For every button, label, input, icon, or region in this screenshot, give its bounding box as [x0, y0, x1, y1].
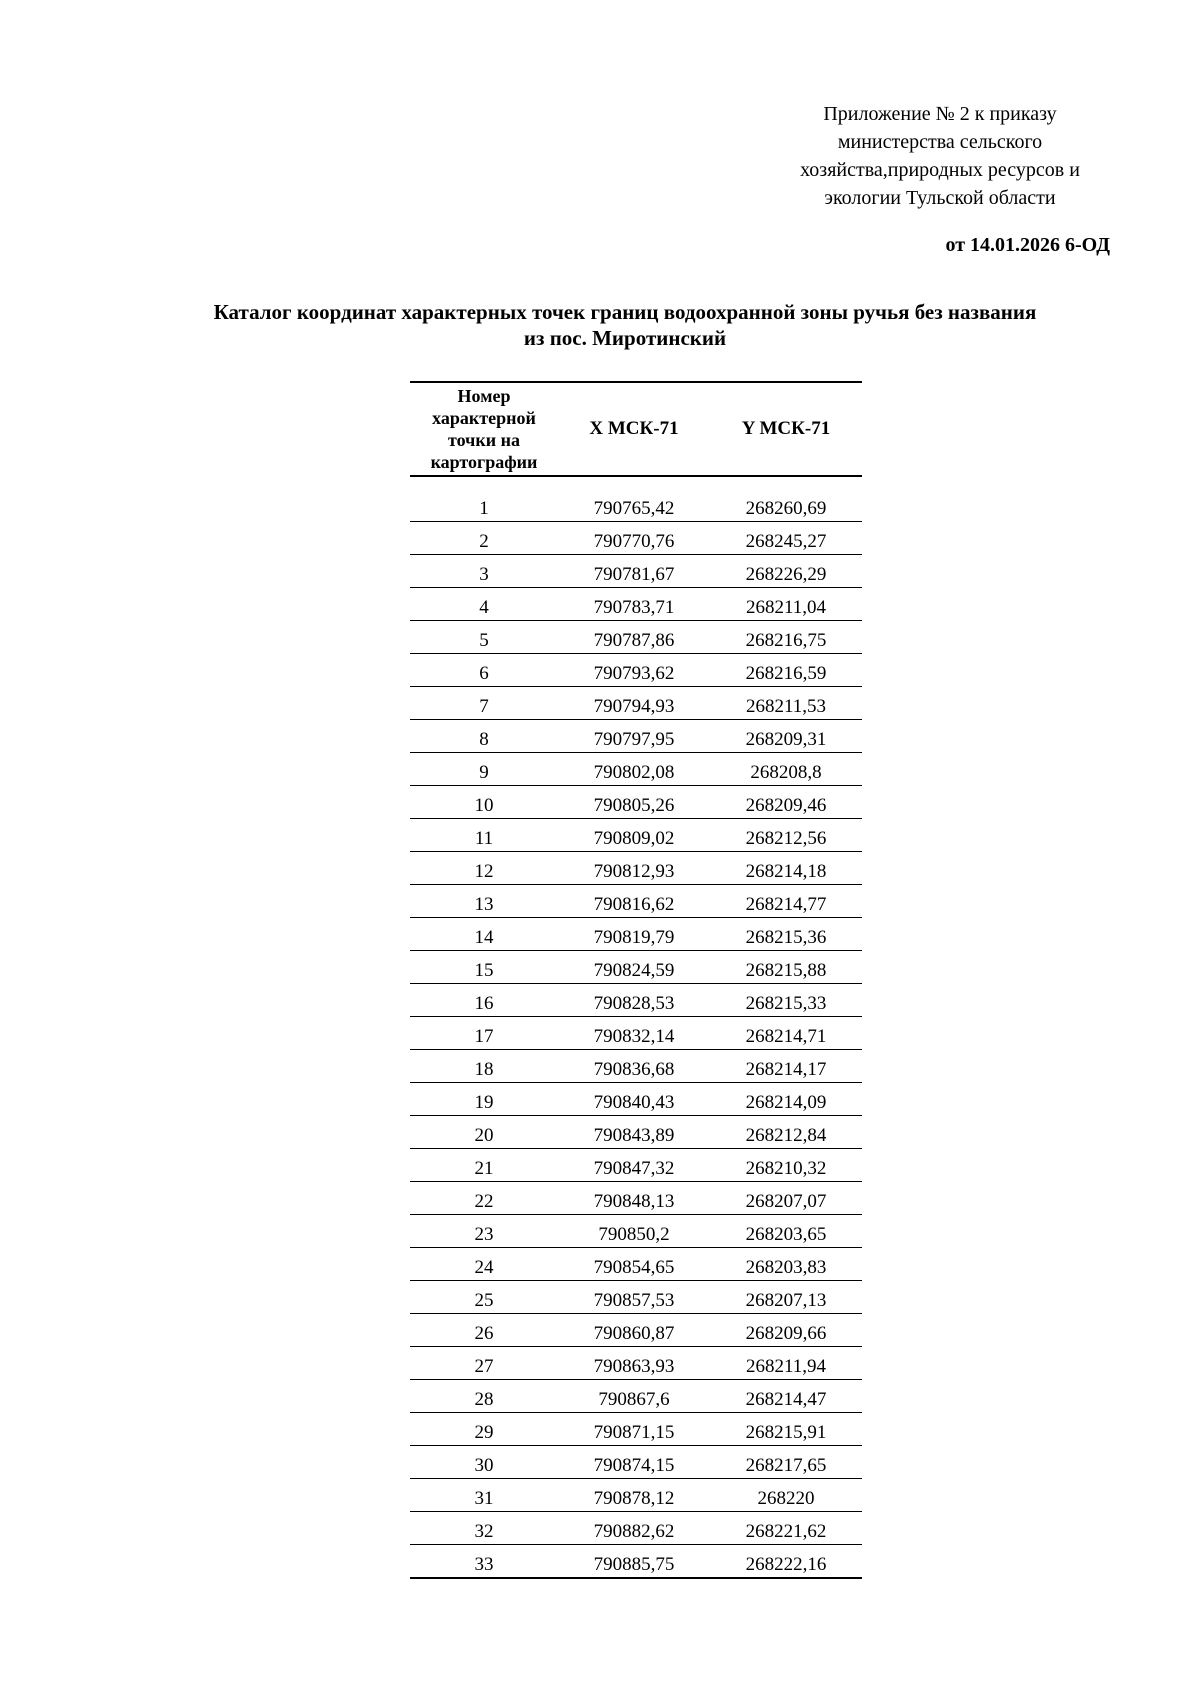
- title-line-1: Каталог координат характерных точек границ водоохранной зоны ручья без названия: [213, 300, 1037, 324]
- table-row: [410, 522, 862, 555]
- cell-point-number: 13: [474, 894, 494, 915]
- cell-y: 268212,56: [745, 828, 827, 849]
- cell-x: 790812,93: [593, 861, 675, 882]
- table-row: [410, 489, 862, 522]
- cell-x: 790802,08: [593, 762, 675, 783]
- cell-x: 790828,53: [593, 993, 675, 1014]
- cell-y: 268211,94: [745, 1356, 827, 1377]
- cell-x: 790797,95: [593, 729, 675, 750]
- title-line-2: из пос. Миротинский: [523, 326, 727, 350]
- cell-y: 268211,53: [745, 696, 827, 717]
- cell-point-number: 17: [474, 1026, 494, 1047]
- cell-y: 268214,09: [745, 1092, 827, 1113]
- cell-point-number: 20: [474, 1125, 494, 1146]
- cell-y: 268215,33: [745, 993, 827, 1014]
- table-row: [410, 1083, 862, 1116]
- cell-x: 790781,67: [593, 564, 675, 585]
- cell-point-number: 7: [479, 696, 489, 717]
- cell-y: 268209,31: [745, 729, 827, 750]
- table-row: [410, 1281, 862, 1314]
- table-row: [410, 1545, 862, 1579]
- cell-x: 790840,43: [593, 1092, 675, 1113]
- table-row: [410, 1347, 862, 1380]
- cell-point-number: 2: [479, 531, 489, 552]
- cell-point-number: 22: [474, 1191, 494, 1212]
- cell-point-number: 33: [474, 1554, 494, 1575]
- cell-x: 790860,87: [593, 1323, 675, 1344]
- table-row: [410, 1413, 862, 1446]
- cell-point-number: 18: [474, 1059, 494, 1080]
- cell-y: 268214,47: [745, 1389, 827, 1410]
- cell-y: 268216,59: [745, 663, 827, 684]
- cell-y: 268245,27: [745, 531, 827, 552]
- cell-y: 268209,66: [745, 1323, 827, 1344]
- cell-point-number: 3: [479, 564, 489, 585]
- cell-point-number: 31: [474, 1488, 494, 1509]
- table-row: [410, 654, 862, 687]
- table-row: [410, 786, 862, 819]
- cell-point-number: 11: [474, 828, 494, 849]
- cell-point-number: 30: [474, 1455, 494, 1476]
- cell-y: 268214,17: [745, 1059, 827, 1080]
- table-row: [410, 1017, 862, 1050]
- appendix-line: хозяйства,природных ресурсов и: [800, 159, 1080, 181]
- table-row: [410, 588, 862, 621]
- table-row: [410, 621, 862, 654]
- cell-x: 790847,32: [593, 1158, 675, 1179]
- cell-y: 268221,62: [745, 1521, 827, 1542]
- header-x: X МСК-71: [589, 418, 679, 439]
- table-row: [410, 885, 862, 918]
- cell-x: 790867,6: [598, 1389, 670, 1410]
- cell-y: 268212,84: [745, 1125, 827, 1146]
- cell-point-number: 8: [479, 729, 489, 750]
- cell-point-number: 9: [479, 762, 489, 783]
- cell-point-number: 29: [474, 1422, 494, 1443]
- cell-y: 268226,29: [745, 564, 827, 585]
- table-row: [410, 984, 862, 1017]
- cell-x: 790816,62: [593, 894, 675, 915]
- cell-x: 790824,59: [593, 960, 675, 981]
- table-row: [410, 753, 862, 786]
- cell-x: 790770,76: [593, 531, 675, 552]
- cell-y: 268209,46: [745, 795, 827, 816]
- appendix-line: Приложение № 2 к приказу: [823, 103, 1057, 125]
- cell-point-number: 5: [479, 630, 489, 651]
- cell-point-number: 24: [474, 1257, 494, 1278]
- table-row: [410, 1314, 862, 1347]
- table-row: [410, 687, 862, 720]
- cell-y: 268217,65: [745, 1455, 827, 1476]
- cell-y: 268210,32: [745, 1158, 827, 1179]
- cell-y: 268216,75: [745, 630, 827, 651]
- cell-point-number: 1: [479, 498, 489, 519]
- cell-y: 268211,04: [745, 597, 827, 618]
- cell-y: 268222,16: [745, 1554, 827, 1575]
- cell-point-number: 27: [474, 1356, 494, 1377]
- coordinates-table: [410, 381, 862, 1579]
- cell-x: 790848,13: [593, 1191, 675, 1212]
- cell-x: 790794,93: [593, 696, 675, 717]
- spacer-row: [410, 476, 862, 489]
- cell-y: 268215,36: [745, 927, 827, 948]
- cell-point-number: 15: [474, 960, 494, 981]
- cell-point-number: 12: [474, 861, 494, 882]
- cell-point-number: 10: [474, 795, 494, 816]
- cell-x: 790805,26: [593, 795, 675, 816]
- cell-x: 790874,15: [593, 1455, 675, 1476]
- cell-point-number: 14: [474, 927, 494, 948]
- table-row: [410, 1182, 862, 1215]
- cell-point-number: 28: [474, 1389, 494, 1410]
- table-row: [410, 555, 862, 588]
- cell-x: 790857,53: [593, 1290, 675, 1311]
- table-row: [410, 918, 862, 951]
- header-row: [410, 382, 862, 476]
- cell-y: 268203,83: [745, 1257, 827, 1278]
- table-row: [410, 1050, 862, 1083]
- cell-y: 268214,18: [745, 861, 827, 882]
- cell-x: 790885,75: [593, 1554, 675, 1575]
- cell-x: 790878,12: [593, 1488, 675, 1509]
- table-row: [410, 951, 862, 984]
- cell-point-number: 23: [474, 1224, 494, 1245]
- table-header: [410, 382, 862, 476]
- cell-x: 790854,65: [593, 1257, 675, 1278]
- appendix-block: [760, 100, 1120, 212]
- cell-x: 790882,62: [593, 1521, 675, 1542]
- cell-y: 268220: [757, 1488, 815, 1509]
- cell-y: 268215,91: [745, 1422, 827, 1443]
- cell-point-number: 21: [474, 1158, 494, 1179]
- cell-x: 790843,89: [593, 1125, 675, 1146]
- table-row: [410, 1479, 862, 1512]
- appendix-line: экологии Тульской области: [824, 187, 1056, 209]
- cell-x: 790871,15: [593, 1422, 675, 1443]
- cell-x: 790765,42: [593, 498, 675, 519]
- cell-y: 268260,69: [745, 498, 827, 519]
- table-row: [410, 1380, 862, 1413]
- cell-point-number: 6: [479, 663, 489, 684]
- cell-x: 790832,14: [593, 1026, 675, 1047]
- document-title: [140, 299, 1110, 351]
- table-row: [410, 1512, 862, 1545]
- cell-x: 790793,62: [593, 663, 675, 684]
- table-row: [410, 819, 862, 852]
- table-row: [410, 852, 862, 885]
- cell-y: 268203,65: [745, 1224, 827, 1245]
- cell-y: 268207,07: [745, 1191, 827, 1212]
- cell-point-number: 16: [474, 993, 494, 1014]
- table-row: [410, 1215, 862, 1248]
- table-body: [410, 476, 862, 1578]
- cell-y: 268214,71: [745, 1026, 827, 1047]
- cell-x: 790836,68: [593, 1059, 675, 1080]
- cell-point-number: 32: [474, 1521, 494, 1542]
- header-y: Y МСК-71: [741, 418, 831, 439]
- cell-y: 268214,77: [745, 894, 827, 915]
- table-row: [410, 1149, 862, 1182]
- table-row: [410, 1248, 862, 1281]
- order-reference: от 14.01.2026 6-ОД: [945, 234, 1110, 256]
- table-row: [410, 1116, 862, 1149]
- table-row: [410, 720, 862, 753]
- cell-x: 790863,93: [593, 1356, 675, 1377]
- cell-point-number: 19: [474, 1092, 494, 1113]
- cell-x: 790819,79: [593, 927, 675, 948]
- cell-point-number: 25: [474, 1290, 494, 1311]
- cell-y: 268208,8: [750, 762, 822, 783]
- cell-x: 790783,71: [593, 597, 675, 618]
- cell-x: 790850,2: [598, 1224, 670, 1245]
- spacer-cell: [410, 476, 862, 489]
- cell-y: 268215,88: [745, 960, 827, 981]
- cell-y: 268207,13: [745, 1290, 827, 1311]
- cell-x: 790787,86: [593, 630, 675, 651]
- header-point-number: Номер характерной точки на картографии: [430, 386, 538, 472]
- cell-point-number: 26: [474, 1323, 494, 1344]
- appendix-line: министерства сельского: [837, 131, 1043, 153]
- cell-x: 790809,02: [593, 828, 675, 849]
- table-row: [410, 1446, 862, 1479]
- cell-point-number: 4: [479, 597, 489, 618]
